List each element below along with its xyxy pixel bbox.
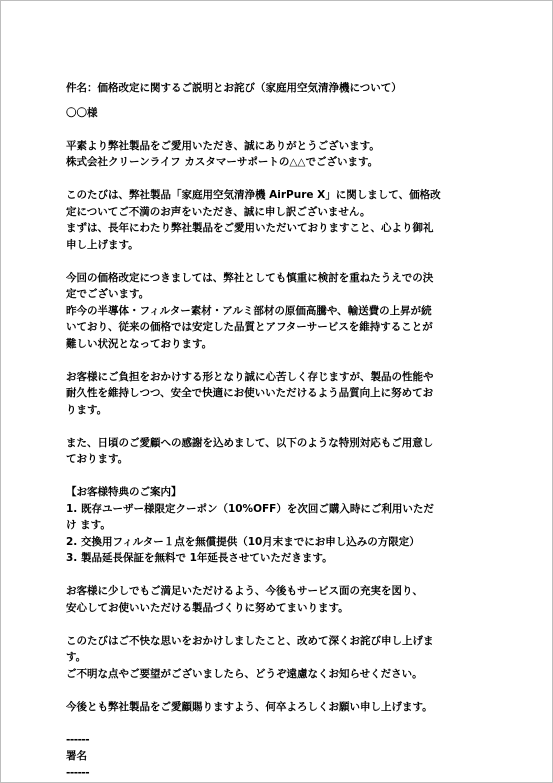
greeting-line: 平素より弊社製品をご愛用いただき、誠にありがとうございます。: [66, 139, 380, 152]
signature-rule-bottom: ------: [66, 766, 90, 779]
intro-line: 申し上げます。: [66, 238, 139, 251]
closing-line: お客様に少しでもご満足いただけるよう、今後もサービス面の充実を図り、: [66, 585, 423, 597]
intro-line: まずは、長年にわたり弊社製品をご愛用いただいておりますこと、心より御礼: [66, 222, 434, 234]
signature-rule-top: ------: [66, 733, 90, 746]
salutation: 〇〇様: [66, 106, 98, 119]
intro-line: 定についてご不満のお声をいただき、誠に申し訳ございません。: [66, 205, 371, 218]
closing-line: このたびはご不快な思いをおかけしましたこと、改めて深くお詫び申し上げま: [66, 634, 434, 647]
benefit-item: 2. 交換用フィルター１点を無償提供（10月末までにお申し込みの方限定）: [66, 535, 420, 548]
reason-line: 難しい状況となっております。: [66, 337, 213, 350]
apology-line: 耐久性を維持しつつ、安全で快適にお使いいただけるよう品質向上に努めてお: [66, 387, 434, 399]
spacer: [66, 97, 470, 105]
intro-paragraph: [66, 187, 470, 253]
spacer: [66, 171, 470, 188]
benefits-heading: 【お客様特典のご案内】: [66, 486, 182, 498]
final-line: 今後とも弊社製品をご愛顧賜りますよう、何卒よろしくお願い申し上げます。: [66, 700, 433, 713]
spacer: [66, 352, 470, 369]
intro-line: このたびは、弊社製品「家庭用空気清浄機 AirPure X」に関しまして、価格改: [66, 189, 441, 201]
gratitude-paragraph: [66, 435, 470, 468]
apology-line: お客様にご負担をおかけする形となり誠に心苦しく存じますが、製品の性能や: [66, 370, 434, 383]
closing-paragraph-1: [66, 583, 470, 616]
spacer: [66, 418, 470, 435]
apology-line: ります。: [66, 403, 108, 416]
greeting-paragraph: [66, 138, 470, 171]
spacer: [66, 468, 470, 485]
signature-block: [66, 732, 470, 782]
benefit-item: 3. 製品延長保証を無料で 1年延長させていただきます。: [66, 552, 333, 564]
letter-body: [66, 80, 470, 781]
signature-label: 署名: [66, 750, 87, 762]
benefit-item: け ます。: [66, 519, 111, 531]
apology-paragraph: [66, 369, 470, 419]
spacer: [66, 616, 470, 633]
reason-line: 今回の価格改定につきましては、弊社としても慎重に検討を重ねたうえでの決: [66, 271, 434, 284]
greeting-line: 株式会社クリーンライフ カスタマーサポートの△△でございます。: [66, 156, 379, 168]
reason-line: 昨今の半導体・フィルター素材・アルミ部材の原価高騰や、輸送費の上昇が続: [66, 304, 432, 317]
spacer: [66, 121, 470, 138]
spacer: [66, 567, 470, 584]
closing-line: す。: [66, 651, 87, 663]
closing-line: 安心してお使いいただける製品づくりに努めてまいります。: [66, 601, 349, 614]
gratitude-line: ております。: [66, 453, 129, 465]
reason-line: いており、従来の価格では安定した品質とアフターサービスを維持することが: [66, 321, 433, 333]
subject-line: 件名：価格改定に関するご説明とお詫び（家庭用空気清浄機について）: [66, 82, 402, 94]
benefit-item: 1. 既存ユーザー様限定クーポン（10%OFF）を次回ご購入時にご利用いただ: [66, 502, 434, 515]
spacer: [66, 682, 470, 699]
benefits-section: [66, 484, 470, 567]
reason-paragraph: [66, 270, 470, 353]
spacer: [66, 715, 470, 732]
spacer: [66, 253, 470, 270]
closing-line: ご不明な点やご要望がございましたら、どうぞ遠慮なくお知らせください。: [66, 667, 423, 680]
closing-paragraph-2: [66, 633, 470, 683]
reason-line: 定でございます。: [66, 288, 150, 300]
gratitude-line: また、日頃のご愛顧への感謝を込めまして、以下のような特別対応もご用意し: [66, 436, 434, 449]
